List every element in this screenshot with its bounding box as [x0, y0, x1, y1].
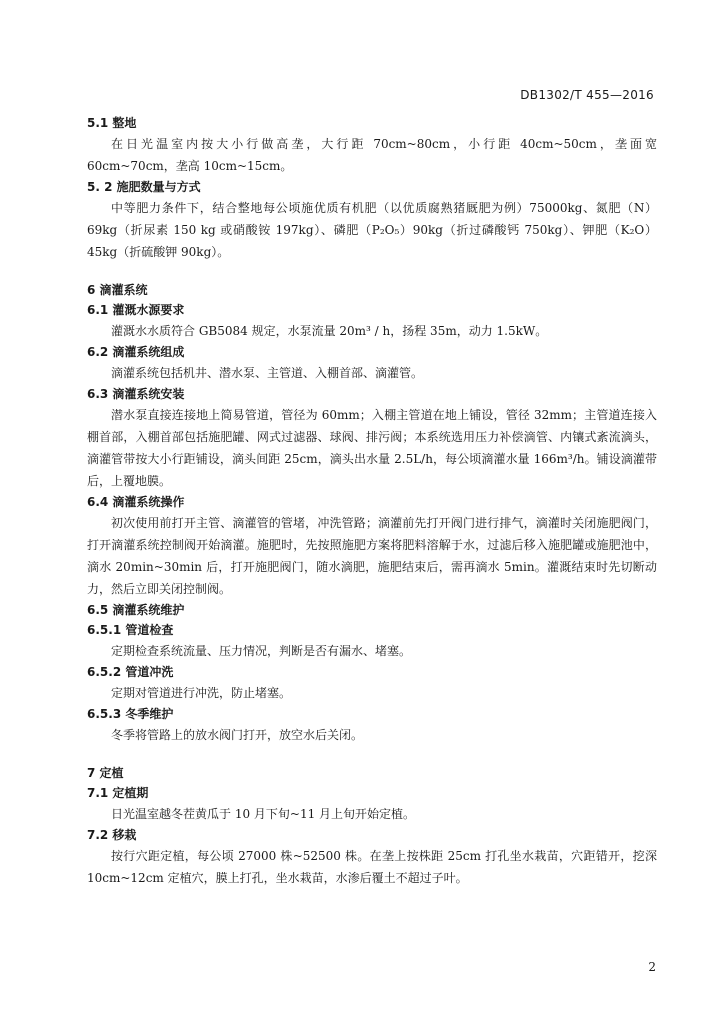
- heading-6-4: 6.4 滴灌系统操作: [87, 495, 185, 509]
- standard-code: DB1302/T 455—2016: [520, 88, 654, 102]
- heading-7: 7 定植: [87, 766, 124, 780]
- heading-5-1: 5.1 整地: [87, 116, 137, 130]
- heading-6-5: 6.5 滴灌系统维护: [87, 603, 185, 617]
- heading-6-1: 6.1 灌溉水源要求: [87, 303, 185, 317]
- paragraph-5-2: 中等肥力条件下，结合整地每公顷施优质有机肥（以优质腐熟猪厩肥为例）75000kg、氮肥（N）69kg（折尿素 150 kg 或硝酸铵 197kg）、磷肥（P₂O₅）90kg（折过磷酸钙 750kg）、钾肥（K₂O）45kg（折硫酸钾 90kg）。: [87, 201, 657, 259]
- document-body: [87, 113, 657, 889]
- paragraph-5-1: 在日光温室内按大小行做高垄，大行距 70cm~80cm，小行距 40cm~50cm，垄面宽 60cm~70cm，垄高 10cm~15cm。: [87, 137, 657, 173]
- paragraph-6-4: 初次使用前打开主管、滴灌管的管堵，冲洗管路；滴灌前先打开阀门进行排气，滴灌时关闭施肥阀门，打开滴灌系统控制阀开始滴灌。施肥时，先按照施肥方案将肥料溶解于水，过滤后移入施肥罐或施肥池中，滴水 20min~30min 后，打开施肥阀门，随水滴肥，施肥结束后，需再滴水 5min。灌溉结束时先切断动力，然后立即关闭控制阀。: [87, 516, 657, 596]
- paragraph-7-2: 按行穴距定植，每公顷 27000 株~52500 株。在垄上按株距 25cm 打孔坐水栽苗，穴距错开，挖深 10cm~12cm 定植穴，膜上打孔，坐水栽苗，水渗后覆土不超过子叶。: [87, 849, 657, 885]
- heading-6-5-1: 6.5.1 管道检查: [87, 623, 174, 637]
- heading-6: 6 滴灌系统: [87, 283, 148, 297]
- paragraph-7-1: 日光温室越冬茬黄瓜于 10 月下旬~11 月上旬开始定植。: [111, 807, 416, 821]
- heading-5-2: 5. 2 施肥数量与方式: [87, 180, 201, 194]
- paragraph-6-1: 灌溉水水质符合 GB5084 规定，水泵流量 20m³ / h，扬程 35m，动力 1.5kW。: [111, 324, 548, 338]
- paragraph-6-2: 滴灌系统包括机井、潜水泵、主管道、入棚首部、滴灌管。: [111, 366, 424, 380]
- page-number: 2: [648, 960, 656, 974]
- heading-6-3: 6.3 滴灌系统安装: [87, 387, 185, 401]
- heading-6-2: 6.2 滴灌系统组成: [87, 345, 185, 359]
- paragraph-6-5-2: 定期对管道进行冲洗，防止堵塞。: [111, 686, 292, 700]
- paragraph-6-3: 潜水泵直接连接地上简易管道，管径为 60mm；入棚主管道在地上铺设，管径 32mm；主管道连接入棚首部，入棚首部包括施肥罐、网式过滤器、球阀、排污阀；本系统选用压力补偿滴管、内镶式紊流滴头，滴灌管带按大小行距铺设，滴头间距 25cm，滴头出水量 2.5L/h，每公顷滴灌水量 166m³/h。铺设滴灌带后，上覆地膜。: [87, 408, 657, 488]
- heading-6-5-2: 6.5.2 管道冲洗: [87, 665, 174, 679]
- heading-7-2: 7.2 移栽: [87, 828, 137, 842]
- heading-6-5-3: 6.5.3 冬季维护: [87, 707, 174, 721]
- paragraph-6-5-1: 定期检查系统流量、压力情况，判断是否有漏水、堵塞。: [111, 644, 412, 658]
- heading-7-1: 7.1 定植期: [87, 786, 149, 800]
- paragraph-6-5-3: 冬季将管路上的放水阀门打开，放空水后关闭。: [111, 728, 364, 742]
